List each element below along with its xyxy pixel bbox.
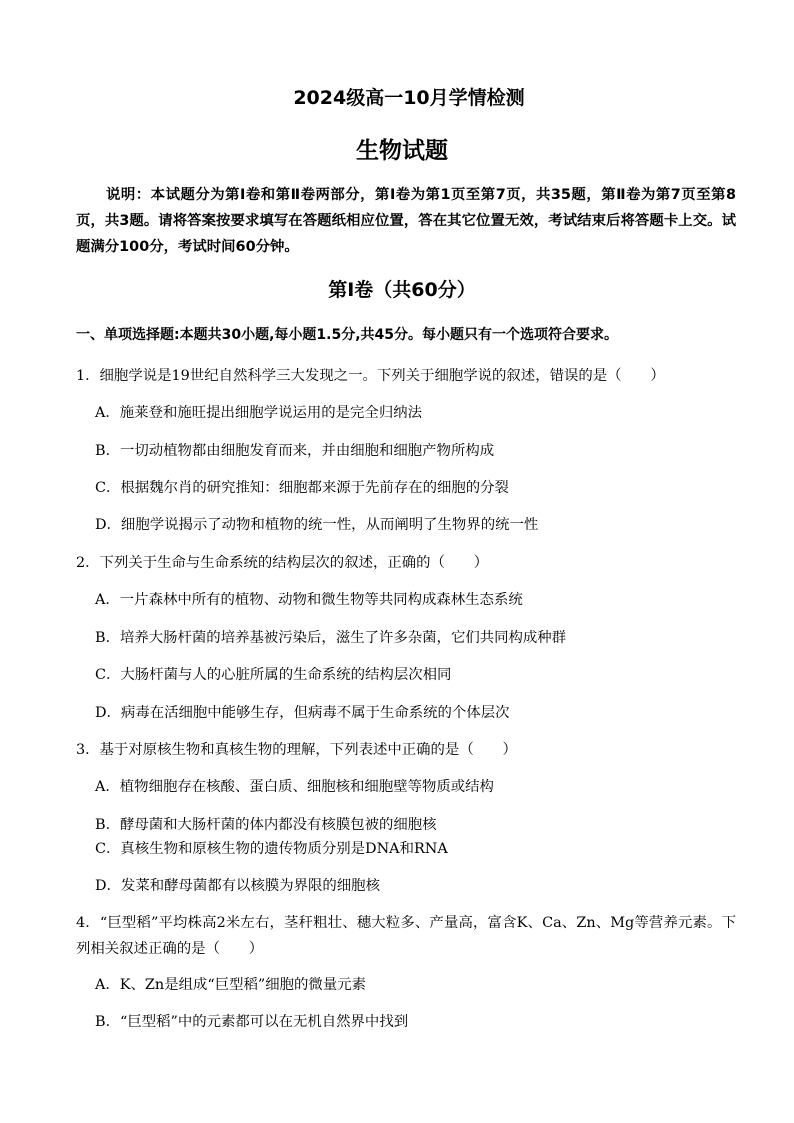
volume-title: 第Ⅰ卷（共60分） [328,279,476,301]
question-option: B．“巨型稻”中的元素都可以在无机自然界中找到 [95,1014,409,1030]
question-option: C．根据魏尔肖的研究推知：细胞都来源于先前存在的细胞的分裂 [95,480,509,496]
question-option: D．发菜和酵母菌都有以核膜为界限的细胞核 [95,878,380,894]
question-option: A．植物细胞存在核酸、蛋白质、细胞核和细胞壁等物质或结构 [95,779,494,795]
question-option: C．大肠杆菌与人的心脏所属的生命系统的结构层次相同 [95,667,452,683]
question-option: B．酵母菌和大肠杆菌的体内都没有核膜包被的细胞核 [95,817,437,833]
question-stem: 2．下列关于生命与生命系统的结构层次的叙述，正确的（ ） [76,555,489,571]
question-stem: 3．基于对原核生物和真核生物的理解，下列表述中正确的是（ ） [76,742,517,758]
question-stem: 4．“巨型稻”平均株高2米左右，茎秆粗壮、穗大粒多、产量高，富含K、Ca、Zn、Mg等营养元素。下列相关叙述正确的是（ ） [76,915,736,957]
question-option: D．细胞学说揭示了动物和植物的统一性，从而阐明了生物界的统一性 [95,517,539,533]
question-option: B．一切动植物都由细胞发育而来，并由细胞和细胞产物所构成 [95,443,495,459]
question-stem: 1．细胞学说是19世纪自然科学三大发现之一。下列关于细胞学说的叙述，错误的是（ ） [76,368,665,384]
question-option: B．培养大肠杆菌的培养基被污染后，滋生了许多杂菌，它们共同构成种群 [95,630,567,646]
exam-instructions: 说明：本试题分为第Ⅰ卷和第Ⅱ卷两部分，第Ⅰ卷为第1页至第7页，共35题，第Ⅱ卷为第7页至第8页，共3题。请将答案按要求填写在答题纸相应位置，答在其它位置无效，考试结束后将答题卡上交。试题满分100分，考试时间60分钟。 [76,187,736,255]
exam-title: 2024级高一10月学情检测 [293,87,525,109]
question-option: A．施莱登和施旺提出细胞学说运用的是完全归纳法 [95,405,422,421]
question-option: A．一片森林中所有的植物、动物和微生物等共同构成森林生态系统 [95,592,523,608]
question-option: A．K、Zn是组成“巨型稻”细胞的微量元素 [95,977,366,993]
subject-title: 生物试题 [356,138,448,164]
question-option: C．真核生物和原核生物的遗传物质分别是DNA和RNA [95,841,448,857]
section-heading: 一、单项选择题:本题共30小题,每小题1.5分,共45分。每小题只有一个选项符合要求。 [76,327,618,343]
question-option: D．病毒在活细胞中能够生存，但病毒不属于生命系统的个体层次 [95,705,510,721]
